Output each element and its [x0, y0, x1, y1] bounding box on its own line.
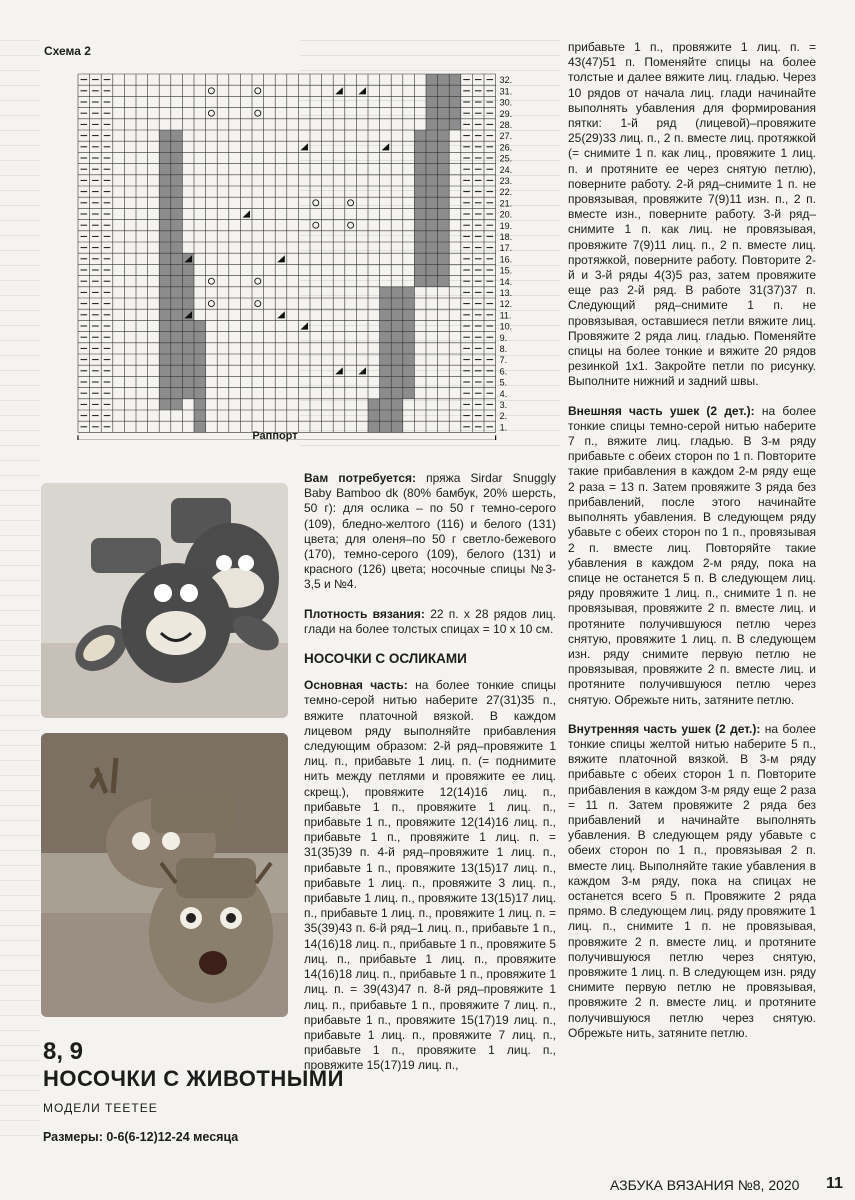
chart-shaded-cell — [171, 253, 183, 264]
chart-shaded-cell — [438, 130, 450, 141]
chart-shaded-cell — [403, 343, 415, 354]
chart-shaded-cell — [438, 264, 450, 275]
chart-shaded-cell — [159, 287, 171, 298]
chart-shaded-cell — [171, 343, 183, 354]
photo-donkey-socks — [41, 483, 288, 718]
chart-shaded-cell — [426, 119, 438, 130]
chart-shaded-cell — [182, 388, 194, 399]
chart-row-number: 25. — [499, 153, 513, 164]
chart-shaded-cell — [182, 309, 194, 320]
chart-shaded-cell — [403, 320, 415, 331]
chart-shaded-cell — [426, 197, 438, 208]
chart-yarn-over-symbol — [255, 278, 261, 284]
chart-shaded-cell — [159, 141, 171, 152]
chart-shaded-cell — [380, 421, 392, 432]
chart-shaded-cell — [449, 96, 461, 107]
chart-shaded-cell — [159, 399, 171, 410]
chart-row-number: 21. — [499, 198, 513, 209]
chart-shaded-cell — [391, 365, 403, 376]
chart-shaded-cell — [426, 141, 438, 152]
magazine-footer: АЗБУКА ВЯЗАНИЯ №8, 2020 — [610, 1177, 800, 1193]
chart-shaded-cell — [182, 343, 194, 354]
chart-shaded-cell — [438, 96, 450, 107]
chart-shaded-cell — [159, 264, 171, 275]
chart-yarn-over-symbol — [255, 88, 261, 94]
chart-row-number: 30. — [499, 97, 513, 108]
chart-shaded-cell — [159, 197, 171, 208]
chart-shaded-cell — [171, 376, 183, 387]
chart-shaded-cell — [426, 175, 438, 186]
chart-shaded-cell — [449, 108, 461, 119]
chart-shaded-cell — [368, 421, 380, 432]
chart-row-number: 18. — [499, 232, 513, 242]
chart-shaded-cell — [159, 388, 171, 399]
chart-shaded-cell — [159, 309, 171, 320]
chart-shaded-cell — [438, 197, 450, 208]
chart-shaded-cell — [426, 74, 438, 85]
chart-shaded-cell — [159, 220, 171, 231]
chart-row-number: 7. — [499, 355, 508, 366]
chart-shaded-cell — [171, 152, 183, 163]
chart-shaded-cell — [380, 388, 392, 399]
chart-shaded-cell — [171, 332, 183, 343]
chart-decrease-symbol — [358, 87, 366, 94]
chart-row-number: 2. — [499, 411, 508, 422]
chart-shaded-cell — [380, 354, 392, 365]
chart-shaded-cell — [380, 320, 392, 331]
chart-shaded-cell — [194, 376, 206, 387]
chart-shaded-cell — [403, 365, 415, 376]
chart-shaded-cell — [391, 287, 403, 298]
chart-row-number: 26. — [499, 142, 513, 153]
chart-shaded-cell — [438, 108, 450, 119]
right-text-column — [568, 40, 816, 1055]
chart-shaded-cell — [182, 264, 194, 275]
chart-decrease-symbol — [277, 255, 285, 262]
main-part-paragraph: Основная часть: на более тонкие спицы темно-серой нитью наберите 27(31)35 п., вяжите платочной вязкой. В каждом лицевом ряду выполняйте прибавления следующим образом: 2-й ряд–провяжите 1 лиц. п., прибавьте 1 лиц. п. (= поднимите нить между петлями и провяжите ее лиц. скрещ.), провяжите 12(14)16 лиц. п., прибавьте 1 п., провяжите 1 лиц. п., прибавьте 1 п., провяжите 12(14)16 лиц. п., прибавьте 1 п., провяжите 1 лиц. п. = 31(35)39 п. 4-й ряд–провяжите 1 лиц. п., прибавьте 1 п., провяжите 13(15)17 лиц. п., прибавьте 1 лиц. п., провяжите 3 лиц. п., прибавьте 1 лиц. п., провяжите 13(15)17 лиц. п., прибавьте 1 лиц. п., провяжите 1 лиц. п. = 35(39)43 п. 6-й ряд–1 лиц. п., прибавьте 1 п., 14(16)18 лиц. п., прибавьте 1 п., провяжите 5 лиц. п., прибавьте 1 лиц. п., провяжите 14(16)18 лиц. п., прибавьте 1 п., провяжите 1 лиц. п. = 39(43)47 п. 8-й ряд–провяжите 1 лиц. п., прибавьте 1 п., провяжите 7 лиц. п., прибавьте 1 п., провяжите 15(17)19 лиц. п., прибавьте 1 лиц. п., провяжите 7 лиц. п., прибавьте 1 п., провяжите 1 лиц. п., провяжите 15(17)19 лиц. п., — [304, 678, 556, 1073]
chart-shaded-cell — [182, 376, 194, 387]
chart-row-number: 31. — [499, 86, 513, 97]
chart-shaded-cell — [194, 388, 206, 399]
chart-shaded-cell — [171, 141, 183, 152]
chart-shaded-cell — [426, 220, 438, 231]
chart-shaded-cell — [426, 130, 438, 141]
chart-yarn-over-symbol — [208, 301, 214, 307]
chart-row-number: 15. — [499, 265, 513, 276]
chart-shaded-cell — [171, 354, 183, 365]
chart-shaded-cell — [391, 309, 403, 320]
chart-yarn-over-symbol — [255, 110, 261, 116]
chart-shaded-cell — [194, 410, 206, 421]
chart-shaded-cell — [391, 410, 403, 421]
model-subtitle: МОДЕЛИ TEETEE — [43, 1101, 158, 1115]
chart-shaded-cell — [159, 320, 171, 331]
chart-shaded-cell — [391, 320, 403, 331]
chart-shaded-cell — [368, 410, 380, 421]
chart-shaded-cell — [414, 276, 426, 287]
chart-shaded-cell — [438, 186, 450, 197]
chart-shaded-cell — [171, 320, 183, 331]
chart-shaded-cell — [159, 175, 171, 186]
chart-shaded-cell — [438, 208, 450, 219]
chart-shaded-cell — [182, 365, 194, 376]
bleed-through-texture-left — [0, 40, 40, 1140]
chart-shaded-cell — [438, 253, 450, 264]
chart-shaded-cell — [159, 152, 171, 163]
chart-title: Схема 2 — [44, 44, 91, 58]
chart-shaded-cell — [182, 298, 194, 309]
chart-row-number: 8. — [499, 344, 508, 354]
chart-shaded-cell — [380, 343, 392, 354]
chart-shaded-cell — [426, 208, 438, 219]
chart-shaded-cell — [380, 399, 392, 410]
chart-shaded-cell — [182, 354, 194, 365]
chart-yarn-over-symbol — [208, 278, 214, 284]
chart-shaded-cell — [159, 231, 171, 242]
photo-deer-socks — [41, 733, 288, 1017]
chart-row-number: 14. — [499, 276, 513, 287]
chart-shaded-cell — [391, 354, 403, 365]
chart-yarn-over-symbol — [208, 110, 214, 116]
chart-shaded-cell — [391, 399, 403, 410]
chart-shaded-cell — [380, 410, 392, 421]
chart-yarn-over-symbol — [348, 200, 354, 206]
chart-yarn-over-symbol — [255, 301, 261, 307]
chart-shaded-cell — [414, 164, 426, 175]
chart-shaded-cell — [438, 141, 450, 152]
chart-shaded-cell — [194, 320, 206, 331]
chart-row-number: 20. — [499, 209, 513, 220]
middle-text-column — [304, 471, 556, 1088]
inner-ears-paragraph: Внутренняя часть ушек (2 дет.): на более тонкие спицы желтой нитью наберите 5 п., вяжите платочной вязкой. В 3-м ряду прибавьте с обеих сторон 1 п. Повторите прибавления в каждом 3-м ряду еще 2 раза = 11 п. Затем провяжите 2 ряда без прибавлений и начинайте выполнять убавления. В следующем ряду убавьте с обеих сторон по 1 п., провязывая 2 п. вместе лиц. Выполняйте такие убавления в каждом 3-м ряду, пока на спицах не останется всего 5 п. Провяжите 2 ряда прямо. В следующем лиц. ряду провяжите 1 лиц. п., снимите 1 п. не провязывая, провяжите 2 п. вместе лиц. и протяните получившуюся петлю через снятую, провяжите 1 лиц. п. В следующем изн. ряду снимите первую петлю не провязывая, провяжите 2 п. вместе лиц. и протяните получившуюся петлю через снятую. Обрежьте нить, затяните петлю. — [568, 721, 816, 1040]
chart-shaded-cell — [159, 242, 171, 253]
chart-decrease-symbol — [358, 367, 366, 374]
chart-shaded-cell — [403, 354, 415, 365]
chart-row-number: 19. — [499, 220, 513, 231]
chart-shaded-cell — [194, 399, 206, 410]
chart-row-number: 9. — [499, 332, 508, 343]
chart-row-number: 16. — [499, 254, 513, 265]
chart-shaded-cell — [426, 231, 438, 242]
chart-shaded-cell — [159, 164, 171, 175]
chart-shaded-cell — [426, 253, 438, 264]
chart-shaded-cell — [391, 343, 403, 354]
chart-decrease-symbol — [242, 210, 250, 217]
chart-row-number: 29. — [499, 108, 513, 119]
chart-row-number: 6. — [499, 366, 508, 377]
chart-row-number: 5. — [499, 377, 508, 388]
chart-shaded-cell — [414, 197, 426, 208]
chart-shaded-cell — [426, 264, 438, 275]
chart-shaded-cell — [391, 376, 403, 387]
chart-decrease-symbol — [335, 87, 343, 94]
chart-shaded-cell — [159, 354, 171, 365]
chart-shaded-cell — [159, 343, 171, 354]
materials-paragraph: Вам потребуется: пряжа Sirdar Snuggly Baby Bamboo dk (80% бамбук, 20% шерсть, 50 г): для ослика – по 50 г темно-серого (109), бледно-желтого (116) и белого (131) цвета; для оленя–по 50 г светло-бежевого (170), темно-серого (109), белого (131) и красного (126) цвета; носочные спицы №3-3,5 и №4. — [304, 471, 556, 592]
chart-decrease-symbol — [300, 143, 308, 150]
chart-shaded-cell — [171, 130, 183, 141]
chart-shaded-cell — [438, 242, 450, 253]
chart-shaded-cell — [380, 287, 392, 298]
chart-shaded-cell — [414, 141, 426, 152]
chart-shaded-cell — [194, 332, 206, 343]
chart-shaded-cell — [159, 376, 171, 387]
chart-shaded-cell — [159, 332, 171, 343]
chart-shaded-cell — [414, 175, 426, 186]
chart-shaded-cell — [414, 220, 426, 231]
chart-shaded-cell — [171, 298, 183, 309]
chart-row-number: 3. — [499, 400, 508, 410]
chart-shaded-cell — [403, 332, 415, 343]
page-number: 11 — [826, 1175, 843, 1192]
chart-shaded-cell — [380, 365, 392, 376]
chart-shaded-cell — [426, 108, 438, 119]
chart-yarn-over-symbol — [313, 222, 319, 228]
chart-shaded-cell — [403, 298, 415, 309]
chart-shaded-cell — [403, 309, 415, 320]
chart-shaded-cell — [159, 253, 171, 264]
chart-shaded-cell — [182, 332, 194, 343]
chart-row-number: 10. — [499, 321, 513, 332]
chart-shaded-cell — [182, 276, 194, 287]
knitting-chart — [74, 70, 514, 440]
chart-shaded-cell — [159, 130, 171, 141]
chart-shaded-cell — [438, 164, 450, 175]
chart-shaded-cell — [171, 276, 183, 287]
chart-decrease-symbol — [277, 311, 285, 318]
chart-shaded-cell — [449, 74, 461, 85]
chart-shaded-cell — [159, 298, 171, 309]
chart-shaded-cell — [438, 119, 450, 130]
chart-row-number: 13. — [499, 288, 513, 298]
chart-row-number: 11. — [499, 310, 512, 321]
chart-shaded-cell — [182, 253, 194, 264]
chart-shaded-cell — [171, 175, 183, 186]
chart-shaded-cell — [403, 376, 415, 387]
chart-shaded-cell — [403, 388, 415, 399]
chart-shaded-cell — [171, 208, 183, 219]
chart-shaded-cell — [414, 231, 426, 242]
chart-shaded-cell — [171, 220, 183, 231]
chart-row-number: 4. — [499, 388, 508, 399]
chart-row-number: 12. — [499, 299, 513, 310]
chart-shaded-cell — [414, 208, 426, 219]
chart-shaded-cell — [391, 332, 403, 343]
chart-shaded-cell — [438, 175, 450, 186]
chart-shaded-cell — [171, 264, 183, 275]
chart-shaded-cell — [449, 85, 461, 96]
section-title: НОСОЧКИ С ОСЛИКАМИ — [304, 651, 467, 667]
chart-row-number: 27. — [499, 131, 513, 142]
chart-decrease-symbol — [300, 322, 308, 329]
chart-shaded-cell — [380, 376, 392, 387]
chart-shaded-cell — [194, 343, 206, 354]
chart-shaded-cell — [403, 287, 415, 298]
model-title: НОСОЧКИ С ЖИВОТНЫМИ — [43, 1066, 344, 1091]
model-number: 8, 9 — [43, 1038, 84, 1065]
chart-shaded-cell — [194, 365, 206, 376]
gauge-paragraph: Плотность вязания: 22 п. х 28 рядов лиц. глади на более толстых спицах = 10 х 10 см. — [304, 606, 556, 636]
chart-shaded-cell — [426, 242, 438, 253]
model-sizes: Размеры: 0-6(6-12)12-24 месяца — [43, 1130, 239, 1144]
chart-shaded-cell — [182, 320, 194, 331]
chart-shaded-cell — [159, 186, 171, 197]
chart-yarn-over-symbol — [313, 200, 319, 206]
chart-shaded-cell — [171, 242, 183, 253]
chart-yarn-over-symbol — [208, 88, 214, 94]
chart-shaded-cell — [391, 298, 403, 309]
chart-decrease-symbol — [382, 143, 390, 150]
chart-shaded-cell — [438, 85, 450, 96]
chart-shaded-cell — [438, 74, 450, 85]
chart-shaded-cell — [426, 164, 438, 175]
chart-shaded-cell — [414, 242, 426, 253]
chart-shaded-cell — [426, 186, 438, 197]
chart-shaded-cell — [171, 197, 183, 208]
outer-ears-paragraph: Внешняя часть ушек (2 дет.): на более тонкие спицы темно-серой нитью наберите 7 п., вяжите лиц. гладью. В 3-м ряду прибавьте с обеих сторон по 1 п. Повторите такие прибавления в каждом 2-м ряду еще 2 раза = 13 п. Затем провяжите 3 ряда без прибавлений, после этого начинайте выполнять убавления. В следующем ряду убавьте с обеих сторон по 1 п., провязывая 2 п. вместе лиц. Повторяйте такие убавления в каждом 2-м ряду, пока на спице не останется 5 п. В следующем лиц. ряду провяжите 1 лиц. п., снимите 1 п. не провязывая, провяжите 2 п. вместе лиц. и протяните получившуюся петлю через снятую, провяжите 1 лиц. п. В следующем изн. ряду снимите первую петлю не провязывая, провяжите 2 п. вместе лиц. и протяните получившуюся петлю через снятую. Обрежьте нить, затяните петлю. — [568, 403, 816, 707]
chart-shaded-cell — [380, 298, 392, 309]
chart-shaded-cell — [414, 130, 426, 141]
chart-shaded-cell — [426, 276, 438, 287]
chart-shaded-cell — [426, 152, 438, 163]
chart-yarn-over-symbol — [348, 222, 354, 228]
chart-shaded-cell — [171, 399, 183, 410]
chart-shaded-cell — [391, 388, 403, 399]
chart-shaded-cell — [171, 388, 183, 399]
chart-row-number: 23. — [499, 176, 513, 186]
chart-shaded-cell — [368, 399, 380, 410]
chart-shaded-cell — [159, 276, 171, 287]
chart-row-number: 22. — [499, 187, 513, 198]
chart-shaded-cell — [171, 231, 183, 242]
chart-row-number: 28. — [499, 120, 513, 130]
chart-shaded-cell — [171, 164, 183, 175]
chart-shaded-cell — [414, 152, 426, 163]
chart-row-number: 24. — [499, 164, 513, 175]
chart-shaded-cell — [438, 276, 450, 287]
chart-row-number: 1. — [499, 422, 508, 433]
chart-row-number: 17. — [499, 243, 513, 254]
chart-shaded-cell — [194, 354, 206, 365]
chart-decrease-symbol — [335, 367, 343, 374]
chart-shaded-cell — [380, 309, 392, 320]
chart-shaded-cell — [380, 332, 392, 343]
chart-shaded-cell — [159, 208, 171, 219]
chart-shaded-cell — [171, 186, 183, 197]
chart-shaded-cell — [426, 96, 438, 107]
chart-shaded-cell — [438, 220, 450, 231]
chart-shaded-cell — [438, 152, 450, 163]
chart-shaded-cell — [182, 287, 194, 298]
heel-paragraph: прибавьте 1 п., провяжите 1 лиц. п. = 43(47)51 п. Поменяйте спицы на более толстые и далее вяжите лиц. гладью. Через 10 рядов от начала лиц. глади начинайте выполнять убавления для формирования пятки: 1-й ряд (лицевой)–провяжите 25(29)33 лиц. п., 2 п. вместе лиц. протяжкой (= снимите 1 п. как лиц., провяжите 1 лиц. п. и протяните ее через снятую петлю), поверните работу. 2-й ряд–снимите 1 п. не провязывая, провяжите 7(9)11 изн. п., 2 п. вместе изн., поверните работу. 3-й ряд–снимите 1 п. как лиц. не провязывая, провяжите 7(9)11 лиц. п., 2 п. вместе лиц. протяжкой, поверните работу. Повторите 2-й и 3-й ряды 4(3)5 раз, затем провяжите еще раз 2-й ряд. В работе 31(37)37 п. Следующий ряд–снимите 1 п. не провязывая, оставшиеся петли вяжите лиц. Провяжите 2 ряда лиц. гладью. Поменяйте спицы на более тонкие и вяжите 20 рядов резинкой 1х1. Закройте петли по рисунку. Выполните нижний и задний швы. — [568, 40, 816, 389]
chart-shaded-cell — [438, 231, 450, 242]
chart-shaded-cell — [171, 365, 183, 376]
chart-shaded-cell — [414, 253, 426, 264]
chart-shaded-cell — [391, 421, 403, 432]
chart-shaded-cell — [414, 186, 426, 197]
chart-shaded-cell — [171, 309, 183, 320]
chart-shaded-cell — [426, 85, 438, 96]
chart-row-number: 32. — [499, 75, 513, 86]
chart-shaded-cell — [449, 119, 461, 130]
chart-shaded-cell — [414, 264, 426, 275]
rapport-label: Раппорт — [252, 430, 298, 442]
chart-shaded-cell — [171, 287, 183, 298]
chart-shaded-cell — [159, 365, 171, 376]
